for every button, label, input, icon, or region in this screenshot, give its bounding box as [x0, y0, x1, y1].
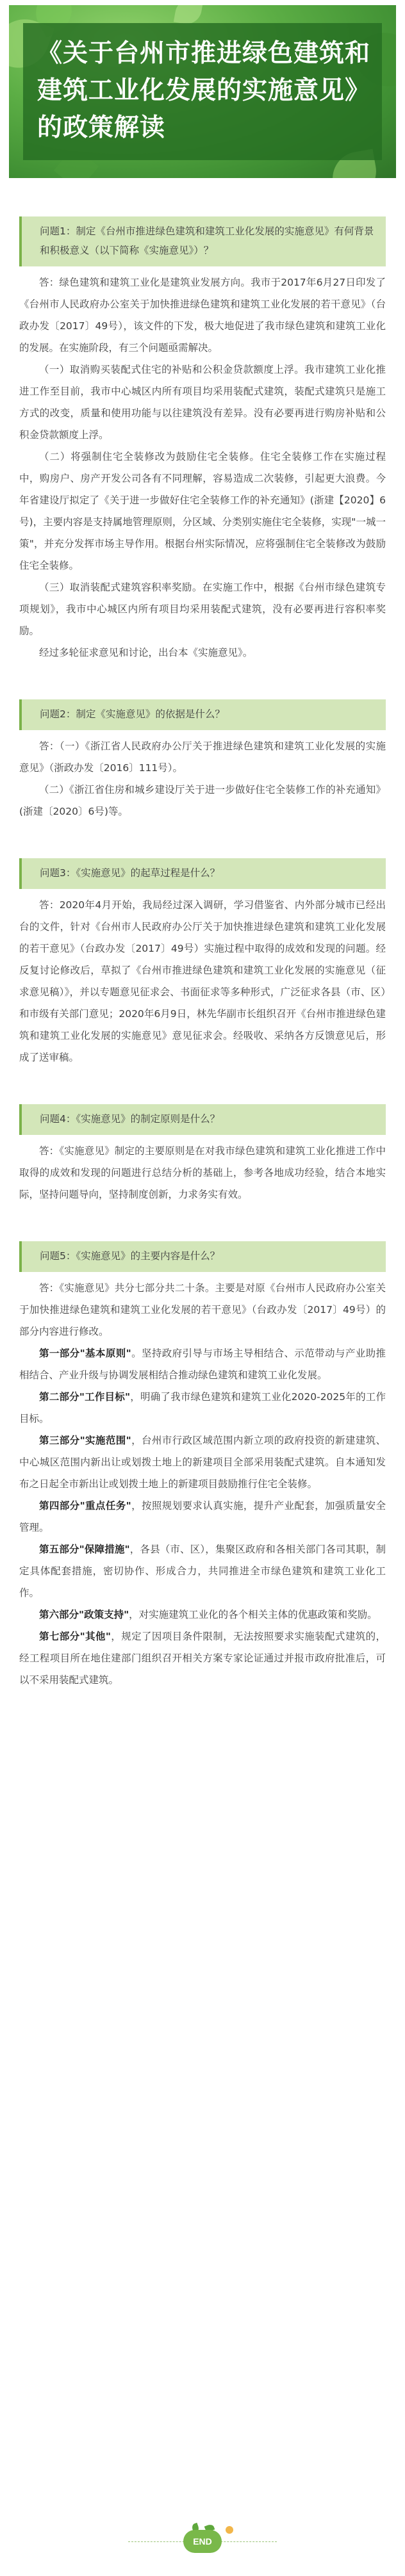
- answer-paragraph: 答：绿色建筑和建筑工业化是建筑业发展方向。我市于2017年6月27日印发了《台州市人民政府办公室关于加快推进绿色建筑和建筑工业化发展的若干意见》（台政办发〔2017〕49号），该文件的下发，极大地促进了我市绿色建筑和建筑工业化的发展。在实施阶段，有三个问题亟需解决。: [19, 277, 386, 354]
- answer-paragraph: 第三部分"实施范围"，台州市行政区域范围内新立项的政府投资的新建建筑、中心城区范围内新出让或划拨土地上的新建项目全部采用装配式建筑。自本通知发布之日起全市新出让或划拨土地上的新建项目鼓励推行住宅全装修。: [19, 1435, 386, 1490]
- article-page: [0, 5, 405, 2576]
- answer-paragraph: 第七部分"其他"，规定了因项目条件限制，无法按照要求实施装配式建筑的，经工程项目所在地住建部门组织召开相关方案专家论证通过并报市政府批准后，可以不采用装配式建筑。: [19, 1631, 386, 1686]
- question-heading: 问题2：制定《实施意见》的依据是什么？: [19, 699, 386, 730]
- answer-paragraph: 第二部分"工作目标"，明确了我市绿色建筑和建筑工业化2020-2025年的工作目标。: [19, 1391, 386, 1424]
- end-badge: END: [183, 2530, 222, 2553]
- question-heading: 问题3：《实施意见》的起草过程是什么？: [19, 858, 386, 889]
- answer-paragraph: 第一部分"基本原则"。坚持政府引导与市场主导相结合、示范带动与产业助推相结合、产业升级与协调发展相结合推动绿色建筑和建筑工业化发展。: [19, 1348, 386, 1381]
- answer-paragraph: 第四部分"重点任务"，按照规划要求认真实施，提升产业配套，加强质量安全管理。: [19, 1500, 386, 1533]
- answer-paragraph: 第五部分"保障措施"，各县（市、区），集聚区政府和各相关部门各司其职，制定具体配套措施，密切协作、形成合力，共同推进全市绿色建筑和建筑工业化工作。: [19, 1544, 386, 1599]
- header-banner: [9, 5, 396, 178]
- question-heading: 问题1：制定《台州市推进绿色建筑和建筑工业化发展的实施意见》有何背景和积极意义（以下简称《实施意见》）？: [19, 216, 386, 266]
- page-title: 《关于台州市推进绿色建筑和建筑工业化发展的实施意见》的政策解读: [37, 38, 371, 142]
- end-marker: [0, 2522, 405, 2561]
- answer-paragraph: 答：（一）《浙江省人民政府办公厅关于推进绿色建筑和建筑工业化发展的实施意见》（浙政办发〔2016〕111号）。: [19, 740, 386, 774]
- answer-paragraph: （二）《浙江省住房和城乡建设厅关于进一步做好住宅全装修工作的补充通知》(浙建〔2020〕6号)等。: [19, 784, 386, 817]
- answer-paragraph: 答：《实施意见》共分七部分共二十条。主要是对原《台州市人民政府办公室关于加快推进绿色建筑和建筑工业化发展的若干意见》（台政办发〔2017〕49号）的部分内容进行修改。: [19, 1282, 386, 1337]
- answer-paragraph: 经过多轮征求意见和讨论，出台本《实施意见》。: [39, 647, 253, 658]
- answer-paragraph: （二）将强制住宅全装修改为鼓励住宅全装修。住宅全装修工作在实施过程中，购房户、房产开发公司各有不同理解，容易造成二次装修，引起更大浪费。今年省建设厅拟定了《关于进一步做好住宅全装修工作的补充通知》(浙建【2020】6号)，主要内容是支持属地管理原则，分区域、分类别实施住宅全装修，实现"一城一策"，并充分发挥市场主导作用。根据台州实际情况，应将强制住宅全装修改为鼓励住宅全装修。: [19, 451, 386, 571]
- question-heading: 问题5：《实施意见》的主要内容是什么？: [19, 1241, 386, 1272]
- article-body: [0, 216, 405, 1691]
- answer-paragraph: （一）取消购买装配式住宅的补贴和公积金贷款额度上浮。我市建筑工业化推进工作至目前，我市中心城区内所有项目均采用装配式建筑，装配式建筑只是施工方式的改变，质量和使用功能与以往建筑没有差异。没有必要再进行购房补贴和公积金贷款额度上浮。: [19, 364, 386, 441]
- flower-icon: [226, 2526, 233, 2534]
- answer-paragraph: 答：《实施意见》制定的主要原则是在对我市绿色建筑和建筑工业化推进工作中取得的成效和发现的问题进行总结分析的基础上，参考各地成功经验，结合本地实际，坚持问题导向，坚持制度创新，力求务实有效。: [19, 1145, 386, 1200]
- answer-paragraph: （三）取消装配式建筑容积率奖励。在实施工作中，根据《台州市绿色建筑专项规划》，我市中心城区内所有项目均采用装配式建筑，没有必要再进行容积率奖励。: [19, 582, 386, 637]
- answer-paragraph: 第六部分"政策支持"，对实施建筑工业化的各个相关主体的优惠政策和奖励。: [39, 1609, 377, 1620]
- question-heading: 问题4：《实施意见》的制定原则是什么？: [19, 1104, 386, 1135]
- answer-paragraph: 答：2020年4月开始，我局经过深入调研，学习借鉴省、内外部分城市已经出台的文件，针对《台州市人民政府办公厅关于加快推进绿色建筑和建筑工业化发展的若干意见》（台政办发〔2017〕49号）实施过程中取得的成效和发现的问题。经反复讨论修改后，草拟了《台州市推进绿色建筑和建筑工业化发展的实施意见（征求意见稿）》，并以专题意见征求会、书面征求等多种形式，广泛征求各县（市、区）和市级有关部门意见；2020年6月9日，林先华副市长组织召开《台州市推进绿色建筑和建筑工业化发展的实施意见》意见征求会。经吸收、采纳各方反馈意见后，形成了送审稿。: [19, 899, 386, 1063]
